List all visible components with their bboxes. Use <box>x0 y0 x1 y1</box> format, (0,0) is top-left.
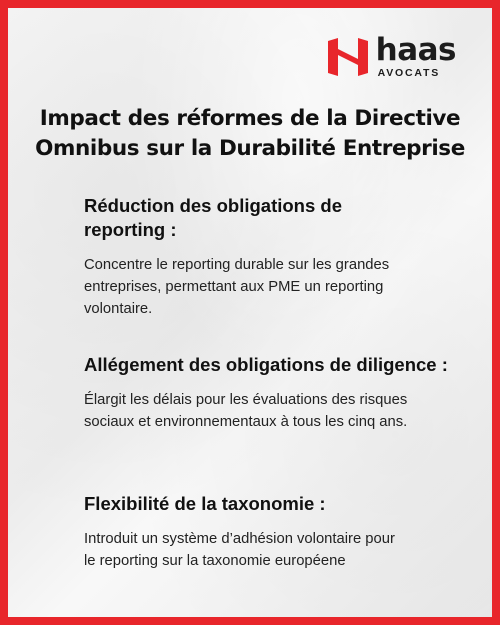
section-diligence <box>76 353 452 433</box>
brand-logo <box>326 32 456 80</box>
section-taxonomie <box>76 492 452 572</box>
section-heading: Allégement des obligations de diligence : <box>84 354 448 375</box>
brand-name: haas <box>375 32 456 69</box>
section-heading: Flexibilité de la taxonomie : <box>84 493 326 514</box>
section-body: Concentre le reporting durable sur les grandes entreprises, permettant aux PME un reporting volontaire. <box>84 257 390 317</box>
page-title: Impact des réformes de la Directive Omnibus sur la Durabilité Entreprise <box>35 106 465 161</box>
haas-h-logo-icon <box>326 35 370 79</box>
section-reporting <box>76 194 452 320</box>
section-body: Introduit un système d’adhésion volontaire pour le reporting sur la taxonomie européene <box>84 531 395 569</box>
brand-subtitle: AVOCATS <box>377 67 441 80</box>
section-heading: Réduction des obligations de reporting : <box>84 195 342 240</box>
section-body: Élargit les délais pour les évaluations des risques sociaux et environnementaux à tous les cinq ans. <box>84 392 408 430</box>
